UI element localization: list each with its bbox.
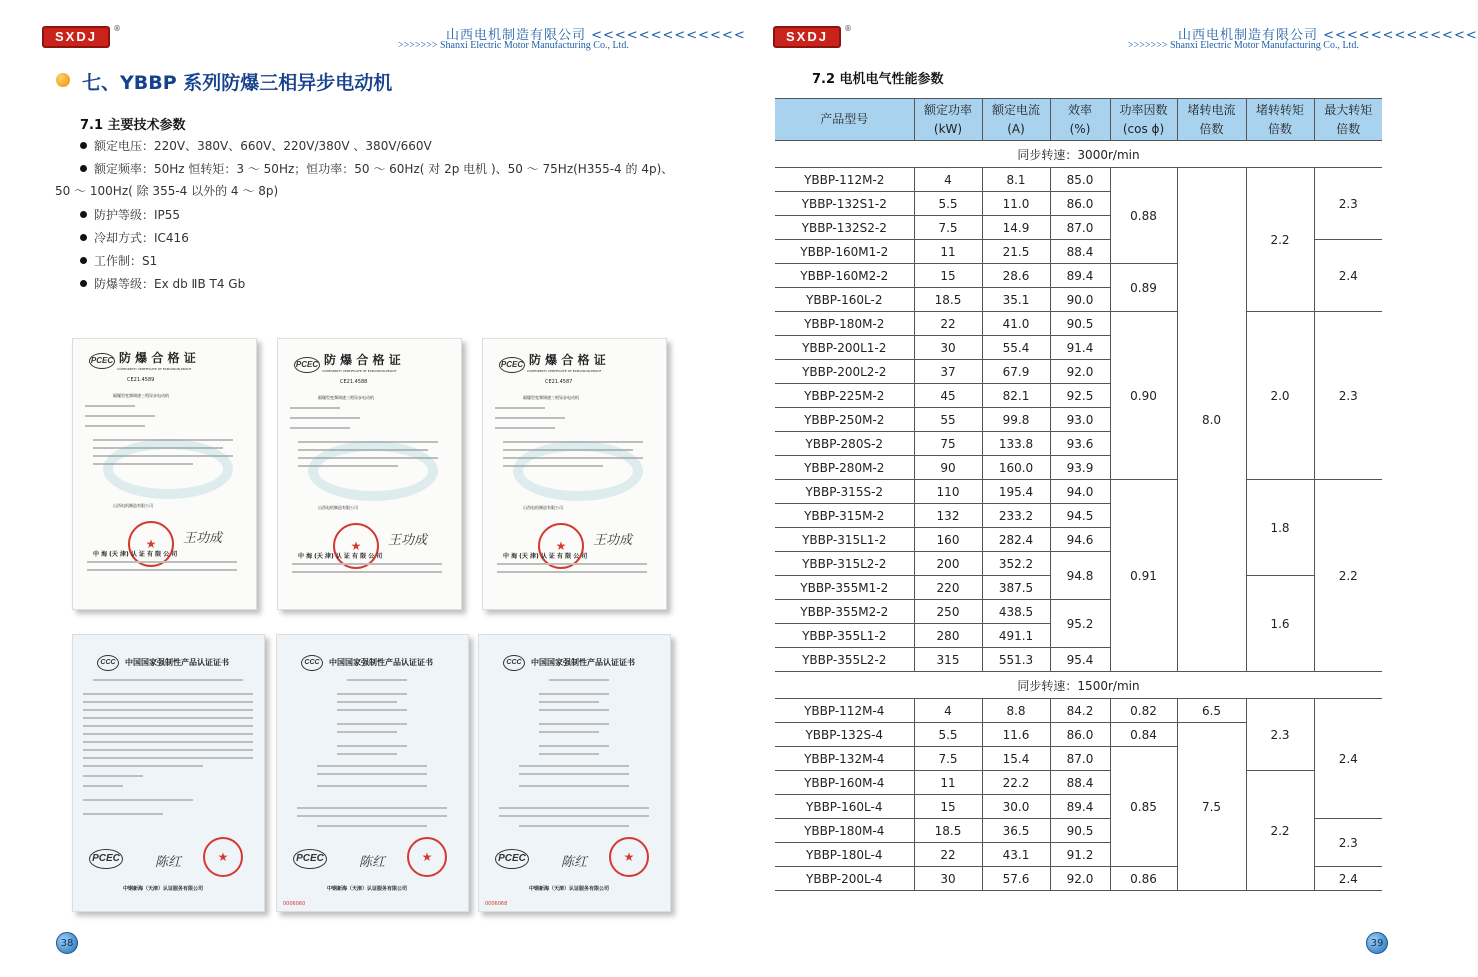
red-seal-icon: ★: [609, 837, 649, 877]
col-header-efficiency: 效率 (%): [1050, 99, 1110, 141]
ex-certificate-1: [72, 338, 257, 610]
red-seal-icon: ★: [407, 837, 447, 877]
director-signature: 王功成: [593, 533, 633, 548]
pcec-logo: PCEC: [293, 849, 327, 869]
table-row: YBBP-132M-4 7.5 15.4 87.0 0.85: [775, 747, 1382, 771]
cert-title-en: CONFORMITY CERTIFICATE OF EXPLOSION-PROOF: [322, 369, 397, 373]
watermark: [308, 441, 438, 501]
cert-number: CE21.4589: [127, 377, 155, 383]
table-row: YBBP-200L-4 30 57.6 92.0 0.86 2.4: [775, 867, 1382, 891]
cert-title: 防 爆 合 格 证: [324, 353, 401, 367]
section-title: 7.2 电机电气性能参数: [812, 72, 944, 87]
table-row: YBBP-200L1-2 30 55.4 91.4: [775, 336, 1382, 360]
red-seal-icon: ★: [203, 837, 243, 877]
header-company-cn: 山西电机制造有限公司 <<<<<<<<<<<<<: [1178, 28, 1478, 43]
company-logo: SXDJ: [42, 26, 110, 48]
table-row: YBBP-112M-4 4 8.8 84.2 0.82 6.5 2.3 2.4: [775, 699, 1382, 723]
section-row: [775, 141, 1382, 168]
page-number: 39: [1366, 932, 1388, 954]
cert-title: 中国国家强制性产品认证证书: [329, 658, 433, 667]
cert-company: 山西电机制造有限公司: [318, 505, 358, 510]
cert-title: 防 爆 合 格 证: [119, 351, 196, 365]
table-row: YBBP-132S2-2 7.5 14.9 87.0: [775, 216, 1382, 240]
spec-explosion-grade: 防爆等级：Ex db ⅡB T4 Gb: [80, 275, 245, 292]
watermark: [103, 439, 233, 499]
cert-title: 防 爆 合 格 证: [529, 353, 606, 367]
spec-frequency-cont: 50 ～ 100Hz( 除 355-4 以外的 4 ～ 8p): [55, 184, 279, 198]
cert-title-en: CONFORMITY CERTIFICATE OF EXPLOSION-PROOF: [117, 367, 192, 371]
spec-duty: 工作制：S1: [80, 252, 157, 269]
bullet-dot-icon: [80, 165, 87, 172]
col-header-max-torque: 最大转矩 倍数: [1314, 99, 1382, 141]
issuing-org: 中 海 (天 津) 认 证 有 限 公 司: [93, 551, 178, 558]
signature: 陈红: [359, 855, 386, 870]
cert-serial: 0006068: [485, 901, 508, 907]
table-row: YBBP-315M-2 132 233.2 94.5: [775, 504, 1382, 528]
spec-frequency: 额定频率：50Hz 恒转矩：3 ～ 50Hz；恒功率：50 ～ 60Hz( 对 2p 电机 )、50 ～ 75Hz(H355-4 的 4p)、: [80, 160, 673, 177]
ccc-logo-icon: CCC: [503, 655, 525, 671]
section-row: [775, 672, 1382, 699]
ccc-certificate-3: [478, 634, 671, 912]
table-row: YBBP-160M1-2 11 21.5 88.4 2.4: [775, 240, 1382, 264]
table-row: YBBP-160M-4 11 22.2 88.4 2.2: [775, 771, 1382, 795]
cert-title: 中国国家强制性产品认证证书: [125, 658, 229, 667]
header-company-en: >>>>>>> Shanxi Electric Motor Manufacturing Co., Ltd.: [398, 40, 629, 51]
registered-mark: ®: [844, 24, 852, 33]
cert-title-en: CONFORMITY CERTIFICATE OF EXPLOSION-PROOF: [527, 369, 602, 373]
section-title: 7.1 主要技术参数: [80, 118, 186, 133]
issuing-org: 中 海 (天 津) 认 证 有 限 公 司: [298, 553, 383, 560]
company-logo: SXDJ: [773, 26, 841, 48]
ccc-certificate-2: [276, 634, 469, 912]
pcec-logo: PCEC: [89, 849, 123, 869]
electrical-performance-table: [775, 98, 1382, 891]
red-seal-icon: ★: [538, 523, 584, 569]
pcec-logo: PCEC: [294, 357, 320, 373]
col-header-power: 额定功率 (kW): [914, 99, 982, 141]
spec-protection: 防护等级：IP55: [80, 206, 180, 223]
table-row: YBBP-132S1-2 5.5 11.0 86.0: [775, 192, 1382, 216]
pcec-logo: PCEC: [89, 353, 115, 369]
signature: 陈红: [155, 855, 182, 870]
table-row: YBBP-180L-4 22 43.1 91.2: [775, 843, 1382, 867]
table-row: YBBP-160M2-2 15 28.6 89.4 0.89: [775, 264, 1382, 288]
table-row: YBBP-315L1-2 160 282.4 94.6: [775, 528, 1382, 552]
table-row: YBBP-132S-4 5.5 11.6 86.0 0.84 7.5: [775, 723, 1382, 747]
issuing-org: 中钢新海（天津）认证服务有限公司: [529, 886, 610, 892]
chapter-title: 七、YBBP 系列防爆三相异步电动机: [82, 72, 393, 94]
bullet-dot-icon: [80, 234, 87, 241]
col-header-current: 额定电流 (A): [982, 99, 1050, 141]
table-row: YBBP-250M-2 55 99.8 93.0: [775, 408, 1382, 432]
cert-company: 山西电机制造有限公司: [113, 503, 153, 508]
cert-product: 隔爆型变频调速三相异步电动机: [318, 395, 374, 400]
table-row: YBBP-160L-2 18.5 35.1 90.0: [775, 288, 1382, 312]
director-signature: 王功成: [183, 531, 223, 546]
section-label: 同步转速：3000r/min: [775, 141, 1382, 168]
table-row: YBBP-355L2-2 315 551.3 95.4: [775, 648, 1382, 672]
bullet-dot-icon: [80, 280, 87, 287]
signature: 陈红: [561, 855, 588, 870]
table-header-row: [775, 99, 1382, 141]
table-row: YBBP-355M2-2 250 438.5 95.2: [775, 600, 1382, 624]
col-header-locked-current: 堵转电流 倍数: [1177, 99, 1246, 141]
cert-serial: 0006060: [283, 901, 306, 907]
issuing-org: 中钢新海（天津）认证服务有限公司: [123, 886, 204, 892]
red-seal-icon: ★: [333, 523, 379, 569]
issuing-org: 中 海 (天 津) 认 证 有 限 公 司: [503, 553, 588, 560]
header-company-en: >>>>>>> Shanxi Electric Motor Manufacturing Co., Ltd.: [1128, 40, 1359, 51]
table-row: YBBP-315L2-2 200 352.2 94.8: [775, 552, 1382, 576]
col-header-power-factor: 功率因数 (cos ϕ): [1110, 99, 1177, 141]
col-header-locked-torque: 堵转转矩 倍数: [1246, 99, 1314, 141]
cert-number: CE21.4588: [340, 379, 368, 385]
ccc-certificate-1: [72, 634, 265, 912]
ccc-logo-icon: CCC: [301, 655, 323, 671]
table-row: YBBP-112M-2 4 8.1 85.0 0.88 8.0 2.2 2.3: [775, 168, 1382, 192]
table-row: YBBP-200L2-2 37 67.9 92.0: [775, 360, 1382, 384]
registered-mark: ®: [113, 24, 121, 33]
cert-product: 隔爆型变频调速三相异步电动机: [523, 395, 579, 400]
table-row: YBBP-180M-2 22 41.0 90.5 0.90 2.0 2.3: [775, 312, 1382, 336]
spec-cooling: 冷却方式：IC416: [80, 229, 189, 246]
ex-certificate-2: [277, 338, 462, 610]
watermark: [513, 441, 643, 501]
table-row: YBBP-315S-2 110 195.4 94.0 0.91 1.8 2.2: [775, 480, 1382, 504]
red-seal-icon: ★: [128, 521, 174, 567]
section-label: 同步转速：1500r/min: [775, 672, 1382, 699]
cert-product: 隔爆型变频调速三相异步电动机: [113, 393, 169, 398]
col-header-model: 产品型号: [775, 99, 914, 141]
pcec-logo: PCEC: [499, 357, 525, 373]
orb-bullet-icon: [56, 73, 70, 87]
bullet-dot-icon: [80, 211, 87, 218]
table-row: YBBP-160L-4 15 30.0 89.4: [775, 795, 1382, 819]
page-number: 38: [56, 932, 78, 954]
bullet-dot-icon: [80, 257, 87, 264]
table-row: YBBP-355M1-2 220 387.5 1.6: [775, 576, 1382, 600]
pcec-logo: PCEC: [495, 849, 529, 869]
table-row: YBBP-280S-2 75 133.8 93.6: [775, 432, 1382, 456]
table-row: YBBP-180M-4 18.5 36.5 90.5 2.3: [775, 819, 1382, 843]
ex-certificate-3: [482, 338, 667, 610]
table-row: YBBP-280M-2 90 160.0 93.9: [775, 456, 1382, 480]
header-company-cn: 山西电机制造有限公司 <<<<<<<<<<<<<: [446, 28, 746, 43]
spec-voltage: 额定电压：220V、380V、660V、220V/380V 、380V/660V: [80, 137, 432, 154]
director-signature: 王功成: [388, 533, 428, 548]
bullet-dot-icon: [80, 142, 87, 149]
cert-number: CE21.4587: [545, 379, 573, 385]
cert-title: 中国国家强制性产品认证证书: [531, 658, 635, 667]
table-row: YBBP-225M-2 45 82.1 92.5: [775, 384, 1382, 408]
table-row: YBBP-355L1-2 280 491.1: [775, 624, 1382, 648]
cert-company: 山西电机制造有限公司: [523, 505, 563, 510]
ccc-logo-icon: CCC: [97, 655, 119, 671]
issuing-org: 中钢新海（天津）认证服务有限公司: [327, 886, 408, 892]
